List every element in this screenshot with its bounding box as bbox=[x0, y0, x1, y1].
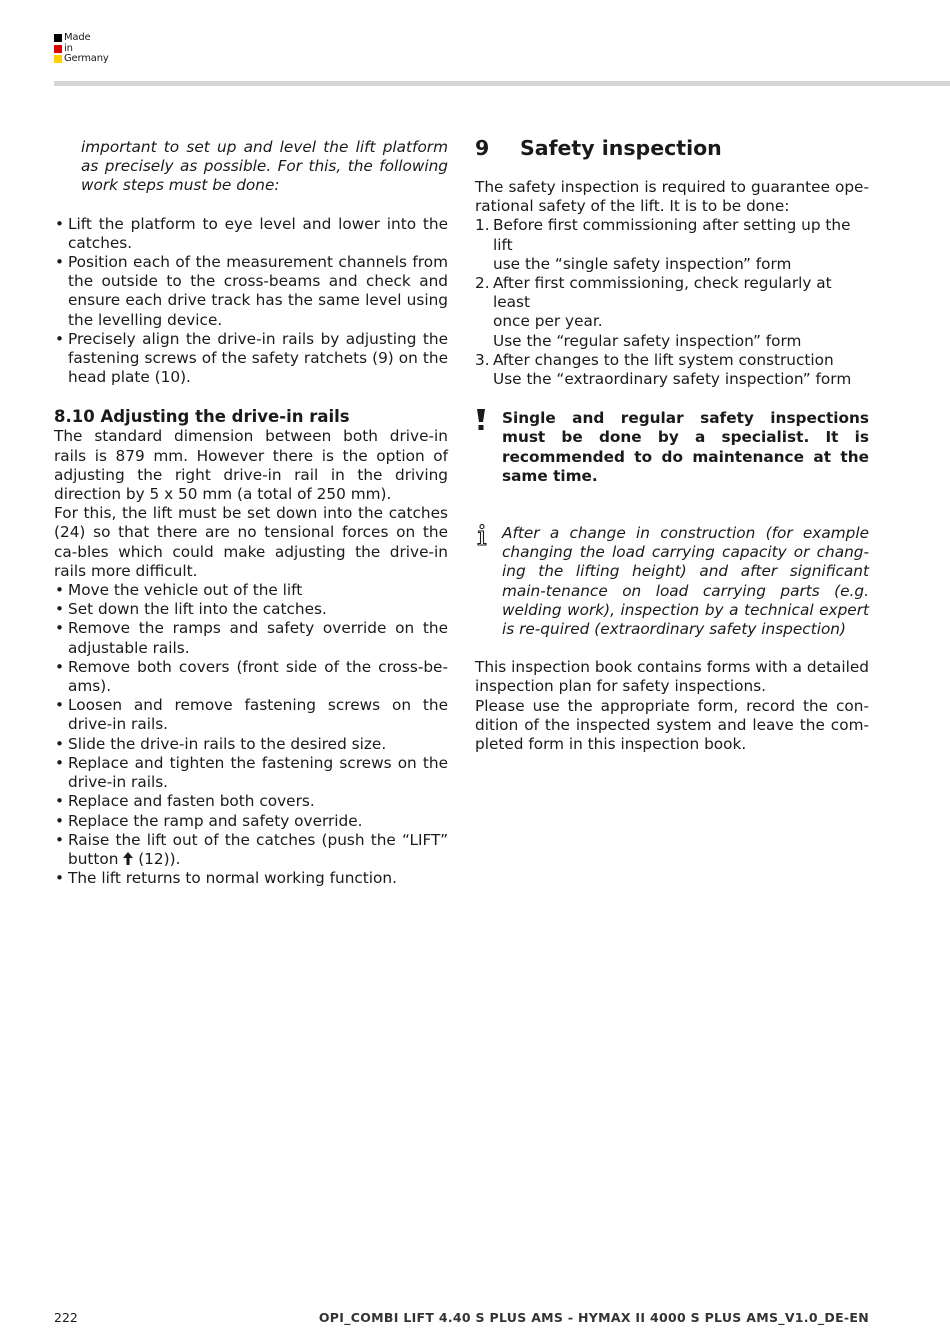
warning-text: Single and regular safety inspections must be done by a specialist. It is recommended to do maintenance at the same time. bbox=[502, 409, 869, 485]
paragraph: This inspection book contains forms with a detailed inspection plan for safety inspections. bbox=[475, 658, 869, 696]
list-item: • Lift the platform to eye level and lower into the catches. bbox=[54, 215, 448, 253]
list-item: • Replace and tighten the fastening screws on the drive-in rails. bbox=[54, 754, 448, 792]
step-line: Before first commissioning after setting up the lift bbox=[493, 216, 851, 254]
adjusting-steps-list bbox=[54, 581, 448, 888]
list-item: • Precisely align the drive-in rails by adjusting the fastening screws of the safety ratchets (9) on the head plate (10). bbox=[54, 330, 448, 388]
chapter-number: 9 bbox=[475, 136, 490, 160]
logo-text-germany: Germany bbox=[64, 53, 109, 64]
made-in-germany-logo bbox=[54, 33, 109, 65]
document-id: OPI_COMBI LIFT 4.40 S PLUS AMS - HYMAX II 4000 S PLUS AMS_V1.0_DE-EN bbox=[318, 1310, 869, 1325]
levelling-steps-list bbox=[54, 215, 448, 388]
list-item: • Position each of the measurement channels from the outside to the cross-beams and check and ensure each drive track has the same level using the levelling device. bbox=[54, 253, 448, 330]
exclamation-icon bbox=[475, 409, 502, 486]
list-item: • Replace and fasten both covers. bbox=[54, 792, 448, 811]
info-icon bbox=[475, 524, 502, 639]
list-item: • Remove both covers (front side of the cross-be-ams). bbox=[54, 658, 448, 696]
page-number: 222 bbox=[54, 1310, 78, 1325]
list-item: • Loosen and remove fastening screws on the drive-in rails. bbox=[54, 696, 448, 734]
chapter-title: Safety inspection bbox=[520, 136, 722, 160]
step-number: 2. bbox=[475, 274, 490, 293]
warning-note bbox=[475, 409, 869, 486]
step-line: After first commissioning, check regularly at least bbox=[493, 274, 832, 312]
inspection-steps-list bbox=[475, 216, 869, 389]
step-line: use the “single safety inspection” form bbox=[493, 254, 792, 273]
left-column bbox=[54, 138, 448, 888]
flag-gold-square bbox=[54, 55, 62, 63]
list-item: • Move the vehicle out of the lift bbox=[54, 581, 448, 600]
arrow-up-icon bbox=[123, 852, 133, 865]
paragraph: For this, the lift must be set down into the catches (24) so that there are no tensional forces on the ca-bles which could make adjusting the drive-in rails more difficult. bbox=[54, 504, 448, 580]
list-item: • The lift returns to normal working function. bbox=[54, 869, 448, 888]
list-item: • Replace the ramp and safety override. bbox=[54, 812, 448, 831]
step-number: 1. bbox=[475, 216, 490, 235]
paragraph: The standard dimension between both drive-in rails is 879 mm. However there is the option of adjusting the right drive-in rail in the driving direction by 5 x 50 mm (a total of 250 mm). bbox=[54, 427, 448, 504]
intro-paragraph: important to set up and level the lift platform as precisely as possible. For this, the following work steps must be done: bbox=[81, 138, 448, 195]
step-number: 3. bbox=[475, 350, 490, 369]
chapter-heading bbox=[475, 138, 869, 158]
paragraph: Please use the appropriate form, record the con-dition of the inspected system and leave the com-pleted form in this inspection book. bbox=[475, 696, 869, 754]
intro-paragraph: The safety inspection is required to guarantee ope-rational safety of the lift. It is to be done: bbox=[475, 178, 869, 216]
lift-instruction-text: Raise the lift out of the catches (push the “LIFT” button bbox=[68, 830, 448, 868]
logo-text-made: Made bbox=[64, 32, 91, 43]
header-rule bbox=[54, 81, 950, 86]
info-note bbox=[475, 524, 869, 639]
list-item bbox=[475, 274, 869, 351]
logo-text-in: in bbox=[64, 42, 73, 54]
list-item: • Remove the ramps and safety override on the adjustable rails. bbox=[54, 619, 448, 657]
info-text: After a change in construction (for example changing the load carrying capacity or chang-ing the lifting height) and after significant main-tenance on load carrying parts (e.g. welding work), inspection by a technical expert is re-quired (extraordinary safety inspection) bbox=[502, 524, 869, 639]
step-line: Use the “extraordinary safety inspection” form bbox=[493, 370, 852, 389]
flag-red-square bbox=[54, 45, 62, 53]
list-item bbox=[475, 216, 869, 274]
list-item: • Set down the lift into the catches. bbox=[54, 600, 448, 619]
list-item bbox=[475, 351, 869, 389]
step-line: After changes to the lift system construction bbox=[493, 350, 834, 369]
right-column bbox=[475, 138, 869, 754]
section-title: 8.10 Adjusting the drive-in rails bbox=[54, 407, 350, 427]
list-item-lift bbox=[54, 831, 448, 869]
step-line: once per year. bbox=[493, 312, 603, 331]
flag-black-square bbox=[54, 34, 62, 42]
list-item: • Slide the drive-in rails to the desired size. bbox=[54, 735, 448, 754]
step-line: Use the “regular safety inspection” form bbox=[493, 331, 802, 350]
lift-instruction-ref: (12)). bbox=[138, 849, 181, 868]
